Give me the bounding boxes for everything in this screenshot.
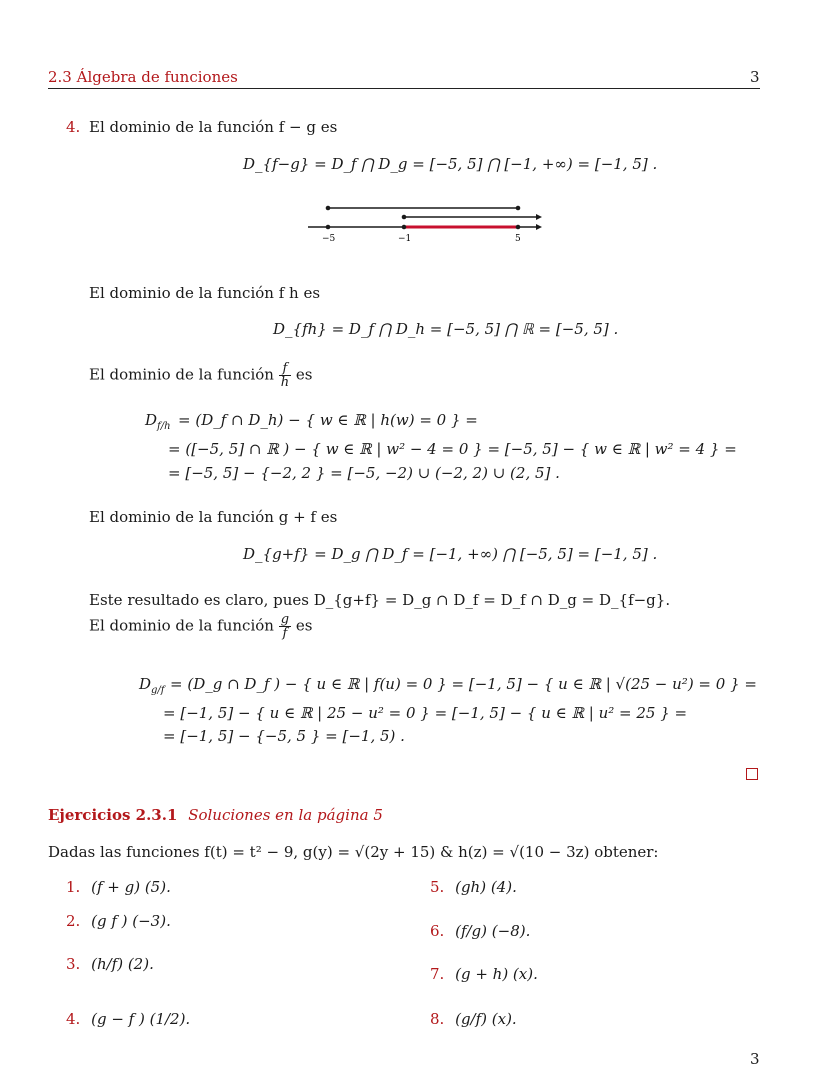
g-over-f-intro (89, 613, 312, 640)
intro-text: es (295, 365, 313, 384)
number-line-diagram (300, 198, 550, 248)
section-header: 2.3 Álgebra de funciones (48, 68, 238, 86)
g-plus-f-intro: El dominio de la función g + f es (89, 508, 338, 526)
intro-text: es (295, 616, 313, 635)
exercise-number: 3. (66, 955, 81, 973)
tick-label: −1 (398, 234, 412, 244)
exercise-expression: (f + g) (5). (91, 878, 171, 896)
exercise-expression: (g f ) (−3). (91, 912, 171, 930)
fraction (279, 613, 291, 640)
exercise-item (430, 922, 530, 940)
equation-line: = (D_g ∩ D_f ) − { u ∈ ℝ | f(u) = 0 } = [−1, 5] − { u ∈ ℝ | √(25 − u²) = 0 } = (170, 675, 757, 693)
header-rule (48, 88, 760, 89)
item-number: 4. (66, 118, 81, 136)
arrow-head (536, 224, 542, 230)
exercise-expression: (h/f) (2). (91, 955, 154, 973)
exercise-item (66, 955, 154, 973)
exercises-statement: Dadas las funciones f(t) = t² − 9, g(y) = √(2y + 15) & h(z) = √(10 − 3z) obtener: (48, 843, 659, 861)
equation-fh: D_{fh} = D_f ⋂ D_h = [−5, 5] ⋂ ℝ = [−5, 5] . (273, 320, 619, 338)
exercises-heading (48, 806, 383, 824)
endpoint (402, 215, 407, 220)
endpoint (516, 206, 521, 211)
f-over-h-intro (89, 362, 312, 389)
intro-text: El dominio de la función (89, 365, 274, 384)
exercise-item (430, 1010, 517, 1028)
exercise-number: 7. (430, 965, 445, 983)
exercise-expression: (f/g) (−8). (455, 922, 531, 940)
exercise-item (66, 912, 171, 930)
exercise-item (430, 878, 517, 896)
arrow-head (536, 214, 542, 220)
exercise-number: 6. (430, 922, 445, 940)
exercises-subtitle: Soluciones en la página 5 (188, 806, 383, 824)
exercise-number: 5. (430, 878, 445, 896)
equation-line: = ([−5, 5] ∩ ℝ ) − { w ∈ ℝ | w² − 4 = 0 } = [−5, 5] − { w ∈ ℝ | w² = 4 } = (168, 440, 737, 458)
item4-intro: El dominio de la función f − g es (89, 118, 338, 136)
exercise-number: 8. (430, 1010, 445, 1028)
equation-line: = [−1, 5] − { u ∈ ℝ | 25 − u² = 0 } = [−1, 5] − { u ∈ ℝ | u² = 25 } = (163, 704, 688, 722)
exercise-item (66, 1010, 190, 1028)
equation-line: = [−1, 5] − {−5, 5 } = [−1, 5) . (163, 727, 405, 745)
exercise-expression: (g + h) (x). (455, 965, 538, 983)
endpoint (402, 225, 407, 230)
fh-intro: El dominio de la función f h es (89, 284, 321, 302)
d-f-over-h-symbol: $D_{f/h}$ (145, 411, 171, 432)
tick-label: −5 (322, 234, 336, 244)
equation-line: = [−5, 5] − {−2, 2 } = [−5, −2) ∪ (−2, 2) ∪ (2, 5] . (168, 464, 560, 482)
footer-page-number: 3 (750, 1050, 760, 1068)
denominator: f (282, 626, 288, 641)
equation-f-minus-g: D_{f−g} = D_f ⋂ D_g = [−5, 5] ⋂ [−1, +∞) = [−1, 5] . (243, 155, 658, 173)
endpoint (326, 206, 331, 211)
exercise-expression: (gh) (4). (455, 878, 517, 896)
header-page-number: 3 (750, 68, 760, 86)
exercise-number: 2. (66, 912, 81, 930)
equation-g-plus-f: D_{g+f} = D_g ⋂ D_f = [−1, +∞) ⋂ [−5, 5] = [−1, 5] . (243, 545, 658, 563)
exercise-item (430, 965, 538, 983)
endpoint (326, 225, 331, 230)
intro-text: El dominio de la función (89, 616, 274, 635)
fraction (279, 362, 291, 389)
qed-square (746, 768, 758, 780)
exercise-expression: (g − f ) (1/2). (91, 1010, 191, 1028)
equation-line: = (D_f ∩ D_h) − { w ∈ ℝ | h(w) = 0 } = (178, 411, 478, 429)
d-g-over-f-symbol: $D_{g/f}$ (139, 675, 165, 696)
exercise-expression: (g/f) (x). (455, 1010, 517, 1028)
remark: Este resultado es claro, pues D_{g+f} = D_g ∩ D_f = D_f ∩ D_g = D_{f−g}. (89, 591, 671, 609)
exercise-number: 1. (66, 878, 81, 896)
exercise-item (66, 878, 171, 896)
tick-label: 5 (515, 234, 521, 244)
numerator: f (279, 362, 291, 376)
denominator: h (280, 375, 290, 390)
numerator: g (280, 612, 290, 627)
endpoint (516, 225, 521, 230)
exercises-title: Ejercicios 2.3.1 (48, 806, 178, 824)
exercise-number: 4. (66, 1010, 81, 1028)
